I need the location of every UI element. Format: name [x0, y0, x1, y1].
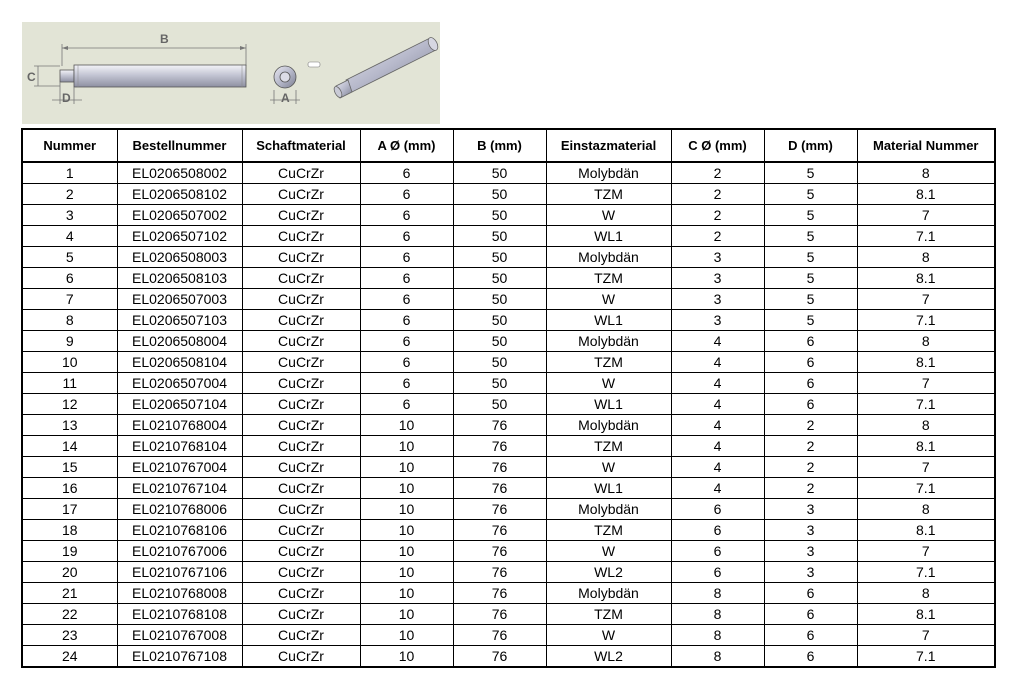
cell-einstazmaterial: Molybdän [546, 415, 671, 436]
cell-a-diameter: 10 [360, 583, 453, 604]
cell-d: 5 [764, 226, 857, 247]
cell-einstazmaterial: Molybdän [546, 499, 671, 520]
cell-nummer: 4 [22, 226, 117, 247]
table-row [22, 604, 995, 625]
cell-b: 50 [453, 268, 546, 289]
cell-einstazmaterial: WL1 [546, 310, 671, 331]
cell-c-diameter: 2 [671, 226, 764, 247]
cell-b: 50 [453, 331, 546, 352]
cell-einstazmaterial: WL2 [546, 646, 671, 668]
cell-d: 6 [764, 373, 857, 394]
cell-c-diameter: 4 [671, 478, 764, 499]
cell-material-nummer: 8.1 [857, 268, 995, 289]
cell-material-nummer: 8.1 [857, 352, 995, 373]
cell-bestellnummer: EL0210768104 [117, 436, 242, 457]
cell-b: 76 [453, 499, 546, 520]
table-row [22, 625, 995, 646]
cell-nummer: 18 [22, 520, 117, 541]
cell-schaftmaterial: CuCrZr [242, 331, 360, 352]
cell-a-diameter: 6 [360, 373, 453, 394]
cell-bestellnummer: EL0206507103 [117, 310, 242, 331]
cell-material-nummer: 7.1 [857, 646, 995, 668]
table-row [22, 562, 995, 583]
table-row [22, 352, 995, 373]
cell-c-diameter: 8 [671, 604, 764, 625]
cell-nummer: 22 [22, 604, 117, 625]
cell-d: 6 [764, 331, 857, 352]
cell-a-diameter: 10 [360, 604, 453, 625]
cell-b: 50 [453, 162, 546, 184]
cell-b: 50 [453, 247, 546, 268]
cell-bestellnummer: EL0210767006 [117, 541, 242, 562]
cell-a-diameter: 10 [360, 436, 453, 457]
table-row [22, 583, 995, 604]
cell-b: 76 [453, 478, 546, 499]
cell-bestellnummer: EL0206507102 [117, 226, 242, 247]
cell-material-nummer: 8.1 [857, 436, 995, 457]
cell-b: 76 [453, 436, 546, 457]
cell-einstazmaterial: W [546, 541, 671, 562]
cell-bestellnummer: EL0210768004 [117, 415, 242, 436]
table-row [22, 247, 995, 268]
header-bestellnummer: Bestellnummer [117, 129, 242, 162]
cell-material-nummer: 7 [857, 205, 995, 226]
cell-a-diameter: 6 [360, 331, 453, 352]
cell-material-nummer: 7.1 [857, 562, 995, 583]
cell-c-diameter: 4 [671, 415, 764, 436]
cell-einstazmaterial: Molybdän [546, 331, 671, 352]
cell-b: 76 [453, 520, 546, 541]
cell-einstazmaterial: WL1 [546, 394, 671, 415]
cell-einstazmaterial: Molybdän [546, 162, 671, 184]
cell-b: 50 [453, 289, 546, 310]
cell-material-nummer: 7 [857, 289, 995, 310]
cell-a-diameter: 6 [360, 268, 453, 289]
cell-nummer: 12 [22, 394, 117, 415]
table-row [22, 457, 995, 478]
cell-bestellnummer: EL0206507002 [117, 205, 242, 226]
cell-d: 5 [764, 247, 857, 268]
cell-d: 5 [764, 205, 857, 226]
cell-nummer: 21 [22, 583, 117, 604]
cell-schaftmaterial: CuCrZr [242, 268, 360, 289]
cell-schaftmaterial: CuCrZr [242, 499, 360, 520]
cell-material-nummer: 7.1 [857, 226, 995, 247]
cell-material-nummer: 7.1 [857, 394, 995, 415]
cell-nummer: 5 [22, 247, 117, 268]
cell-schaftmaterial: CuCrZr [242, 457, 360, 478]
cell-material-nummer: 8 [857, 247, 995, 268]
cell-material-nummer: 7 [857, 541, 995, 562]
cell-a-diameter: 10 [360, 457, 453, 478]
cell-material-nummer: 7 [857, 457, 995, 478]
cell-c-diameter: 4 [671, 331, 764, 352]
cell-b: 50 [453, 352, 546, 373]
cell-bestellnummer: EL0210767004 [117, 457, 242, 478]
cell-c-diameter: 6 [671, 520, 764, 541]
cell-material-nummer: 8 [857, 162, 995, 184]
cell-d: 3 [764, 520, 857, 541]
cell-schaftmaterial: CuCrZr [242, 604, 360, 625]
cell-einstazmaterial: TZM [546, 604, 671, 625]
electrode-drawing-svg [22, 22, 440, 124]
cell-d: 6 [764, 625, 857, 646]
cell-d: 6 [764, 352, 857, 373]
cell-einstazmaterial: TZM [546, 352, 671, 373]
table-row [22, 646, 995, 668]
cell-c-diameter: 3 [671, 310, 764, 331]
cell-material-nummer: 8 [857, 583, 995, 604]
cell-einstazmaterial: W [546, 289, 671, 310]
cell-bestellnummer: EL0206507104 [117, 394, 242, 415]
cell-c-diameter: 3 [671, 289, 764, 310]
cell-nummer: 23 [22, 625, 117, 646]
table-row [22, 205, 995, 226]
cell-b: 76 [453, 541, 546, 562]
cell-b: 50 [453, 310, 546, 331]
cell-a-diameter: 6 [360, 310, 453, 331]
cell-einstazmaterial: WL1 [546, 226, 671, 247]
cell-a-diameter: 10 [360, 415, 453, 436]
cell-material-nummer: 8.1 [857, 520, 995, 541]
electrode-isometric-view [333, 36, 440, 99]
cell-a-diameter: 6 [360, 247, 453, 268]
cell-nummer: 19 [22, 541, 117, 562]
cell-nummer: 20 [22, 562, 117, 583]
table-row [22, 520, 995, 541]
electrode-side-view [60, 65, 246, 87]
cell-nummer: 7 [22, 289, 117, 310]
cell-c-diameter: 8 [671, 646, 764, 668]
cell-schaftmaterial: CuCrZr [242, 583, 360, 604]
cell-c-diameter: 2 [671, 184, 764, 205]
cell-c-diameter: 2 [671, 162, 764, 184]
cell-a-diameter: 10 [360, 478, 453, 499]
cell-a-diameter: 6 [360, 205, 453, 226]
cell-nummer: 16 [22, 478, 117, 499]
cell-b: 50 [453, 226, 546, 247]
cell-b: 76 [453, 583, 546, 604]
cell-schaftmaterial: CuCrZr [242, 562, 360, 583]
cell-schaftmaterial: CuCrZr [242, 162, 360, 184]
cell-schaftmaterial: CuCrZr [242, 352, 360, 373]
cell-einstazmaterial: TZM [546, 268, 671, 289]
cell-einstazmaterial: TZM [546, 184, 671, 205]
header-b: B (mm) [453, 129, 546, 162]
header-einstazmaterial: Einstazmaterial [546, 129, 671, 162]
table-row [22, 268, 995, 289]
cell-b: 50 [453, 394, 546, 415]
cell-c-diameter: 4 [671, 394, 764, 415]
cell-a-diameter: 6 [360, 226, 453, 247]
table-row [22, 184, 995, 205]
dimension-a-label: A [281, 91, 290, 105]
cell-c-diameter: 4 [671, 352, 764, 373]
cell-einstazmaterial: W [546, 205, 671, 226]
dimension-b-label: B [160, 32, 169, 46]
cell-bestellnummer: EL0206508104 [117, 352, 242, 373]
cell-einstazmaterial: W [546, 457, 671, 478]
table-row [22, 478, 995, 499]
cell-material-nummer: 7.1 [857, 478, 995, 499]
cell-b: 76 [453, 604, 546, 625]
cell-d: 6 [764, 583, 857, 604]
cell-d: 5 [764, 289, 857, 310]
cell-nummer: 17 [22, 499, 117, 520]
cell-bestellnummer: EL0210768106 [117, 520, 242, 541]
cell-bestellnummer: EL0206508102 [117, 184, 242, 205]
cell-b: 50 [453, 184, 546, 205]
cell-schaftmaterial: CuCrZr [242, 625, 360, 646]
cell-d: 3 [764, 499, 857, 520]
cell-a-diameter: 6 [360, 184, 453, 205]
table-row [22, 415, 995, 436]
cell-a-diameter: 6 [360, 394, 453, 415]
cell-bestellnummer: EL0210768006 [117, 499, 242, 520]
electrode-technical-drawing [22, 22, 440, 124]
cell-nummer: 15 [22, 457, 117, 478]
cell-c-diameter: 8 [671, 583, 764, 604]
cell-nummer: 6 [22, 268, 117, 289]
cell-d: 3 [764, 541, 857, 562]
cell-einstazmaterial: Molybdän [546, 583, 671, 604]
table-row [22, 394, 995, 415]
cell-bestellnummer: EL0210767108 [117, 646, 242, 668]
cell-c-diameter: 4 [671, 373, 764, 394]
electrode-end-view [270, 66, 300, 105]
cell-nummer: 13 [22, 415, 117, 436]
cell-material-nummer: 7 [857, 373, 995, 394]
cell-b: 76 [453, 457, 546, 478]
cell-einstazmaterial: W [546, 625, 671, 646]
cell-bestellnummer: EL0206508004 [117, 331, 242, 352]
table-row [22, 499, 995, 520]
dimension-d-label: D [62, 91, 71, 105]
cell-c-diameter: 4 [671, 436, 764, 457]
cell-einstazmaterial: WL2 [546, 562, 671, 583]
cell-d: 5 [764, 184, 857, 205]
cell-bestellnummer: EL0206508002 [117, 162, 242, 184]
cell-material-nummer: 7 [857, 625, 995, 646]
cell-schaftmaterial: CuCrZr [242, 184, 360, 205]
cell-d: 3 [764, 562, 857, 583]
cell-nummer: 1 [22, 162, 117, 184]
cell-c-diameter: 4 [671, 457, 764, 478]
cell-d: 2 [764, 478, 857, 499]
cell-schaftmaterial: CuCrZr [242, 289, 360, 310]
cell-d: 5 [764, 162, 857, 184]
cell-a-diameter: 10 [360, 520, 453, 541]
cell-a-diameter: 6 [360, 352, 453, 373]
table-row [22, 162, 995, 184]
view-tag [308, 62, 320, 67]
cell-nummer: 24 [22, 646, 117, 668]
dimension-c-label: C [27, 70, 36, 84]
cell-material-nummer: 8 [857, 415, 995, 436]
cell-einstazmaterial: TZM [546, 520, 671, 541]
cell-material-nummer: 8.1 [857, 604, 995, 625]
cell-d: 2 [764, 457, 857, 478]
cell-c-diameter: 2 [671, 205, 764, 226]
cell-einstazmaterial: WL1 [546, 478, 671, 499]
cell-bestellnummer: EL0206507004 [117, 373, 242, 394]
cell-a-diameter: 10 [360, 499, 453, 520]
cell-d: 5 [764, 310, 857, 331]
cell-a-diameter: 10 [360, 541, 453, 562]
header-d: D (mm) [764, 129, 857, 162]
header-schaftmaterial: Schaftmaterial [242, 129, 360, 162]
cell-c-diameter: 6 [671, 541, 764, 562]
cell-d: 6 [764, 394, 857, 415]
cell-einstazmaterial: W [546, 373, 671, 394]
dimension-b [62, 32, 246, 66]
cell-nummer: 10 [22, 352, 117, 373]
cell-einstazmaterial: TZM [546, 436, 671, 457]
cell-bestellnummer: EL0206507003 [117, 289, 242, 310]
cell-b: 50 [453, 205, 546, 226]
electrode-spec-table [21, 128, 996, 668]
table-row [22, 541, 995, 562]
cell-a-diameter: 10 [360, 646, 453, 668]
cell-schaftmaterial: CuCrZr [242, 394, 360, 415]
cell-material-nummer: 8 [857, 331, 995, 352]
cell-bestellnummer: EL0210767104 [117, 478, 242, 499]
cell-bestellnummer: EL0210767106 [117, 562, 242, 583]
cell-c-diameter: 3 [671, 268, 764, 289]
cell-material-nummer: 7.1 [857, 310, 995, 331]
cell-c-diameter: 3 [671, 247, 764, 268]
cell-a-diameter: 6 [360, 289, 453, 310]
cell-c-diameter: 8 [671, 625, 764, 646]
cell-b: 76 [453, 625, 546, 646]
header-c-diameter: C Ø (mm) [671, 129, 764, 162]
cell-nummer: 14 [22, 436, 117, 457]
cell-bestellnummer: EL0210768108 [117, 604, 242, 625]
table-row [22, 331, 995, 352]
cell-d: 6 [764, 646, 857, 668]
cell-nummer: 2 [22, 184, 117, 205]
cell-schaftmaterial: CuCrZr [242, 541, 360, 562]
cell-d: 5 [764, 268, 857, 289]
table-row [22, 310, 995, 331]
cell-schaftmaterial: CuCrZr [242, 205, 360, 226]
cell-d: 6 [764, 604, 857, 625]
cell-einstazmaterial: Molybdän [546, 247, 671, 268]
cell-bestellnummer: EL0206508003 [117, 247, 242, 268]
cell-a-diameter: 10 [360, 562, 453, 583]
cell-material-nummer: 8.1 [857, 184, 995, 205]
cell-b: 76 [453, 562, 546, 583]
cell-a-diameter: 6 [360, 162, 453, 184]
cell-b: 76 [453, 415, 546, 436]
cell-schaftmaterial: CuCrZr [242, 478, 360, 499]
table-row [22, 226, 995, 247]
cell-schaftmaterial: CuCrZr [242, 520, 360, 541]
cell-schaftmaterial: CuCrZr [242, 436, 360, 457]
cell-schaftmaterial: CuCrZr [242, 226, 360, 247]
cell-nummer: 11 [22, 373, 117, 394]
cell-bestellnummer: EL0206508103 [117, 268, 242, 289]
cell-nummer: 8 [22, 310, 117, 331]
table-row [22, 436, 995, 457]
cell-nummer: 3 [22, 205, 117, 226]
cell-d: 2 [764, 436, 857, 457]
cell-b: 50 [453, 373, 546, 394]
cell-bestellnummer: EL0210768008 [117, 583, 242, 604]
cell-c-diameter: 6 [671, 499, 764, 520]
header-material-nummer: Material Nummer [857, 129, 995, 162]
cell-nummer: 9 [22, 331, 117, 352]
cell-d: 2 [764, 415, 857, 436]
table-body [22, 162, 995, 667]
table-row [22, 373, 995, 394]
header-a-diameter: A Ø (mm) [360, 129, 453, 162]
table-header-row [22, 129, 995, 162]
cell-c-diameter: 6 [671, 562, 764, 583]
cell-b: 76 [453, 646, 546, 668]
cell-schaftmaterial: CuCrZr [242, 373, 360, 394]
header-nummer: Nummer [22, 129, 117, 162]
dimension-c [27, 66, 60, 86]
cell-a-diameter: 10 [360, 625, 453, 646]
cell-schaftmaterial: CuCrZr [242, 310, 360, 331]
cell-material-nummer: 8 [857, 499, 995, 520]
cell-schaftmaterial: CuCrZr [242, 415, 360, 436]
cell-bestellnummer: EL0210767008 [117, 625, 242, 646]
cell-schaftmaterial: CuCrZr [242, 646, 360, 668]
table-row [22, 289, 995, 310]
cell-schaftmaterial: CuCrZr [242, 247, 360, 268]
